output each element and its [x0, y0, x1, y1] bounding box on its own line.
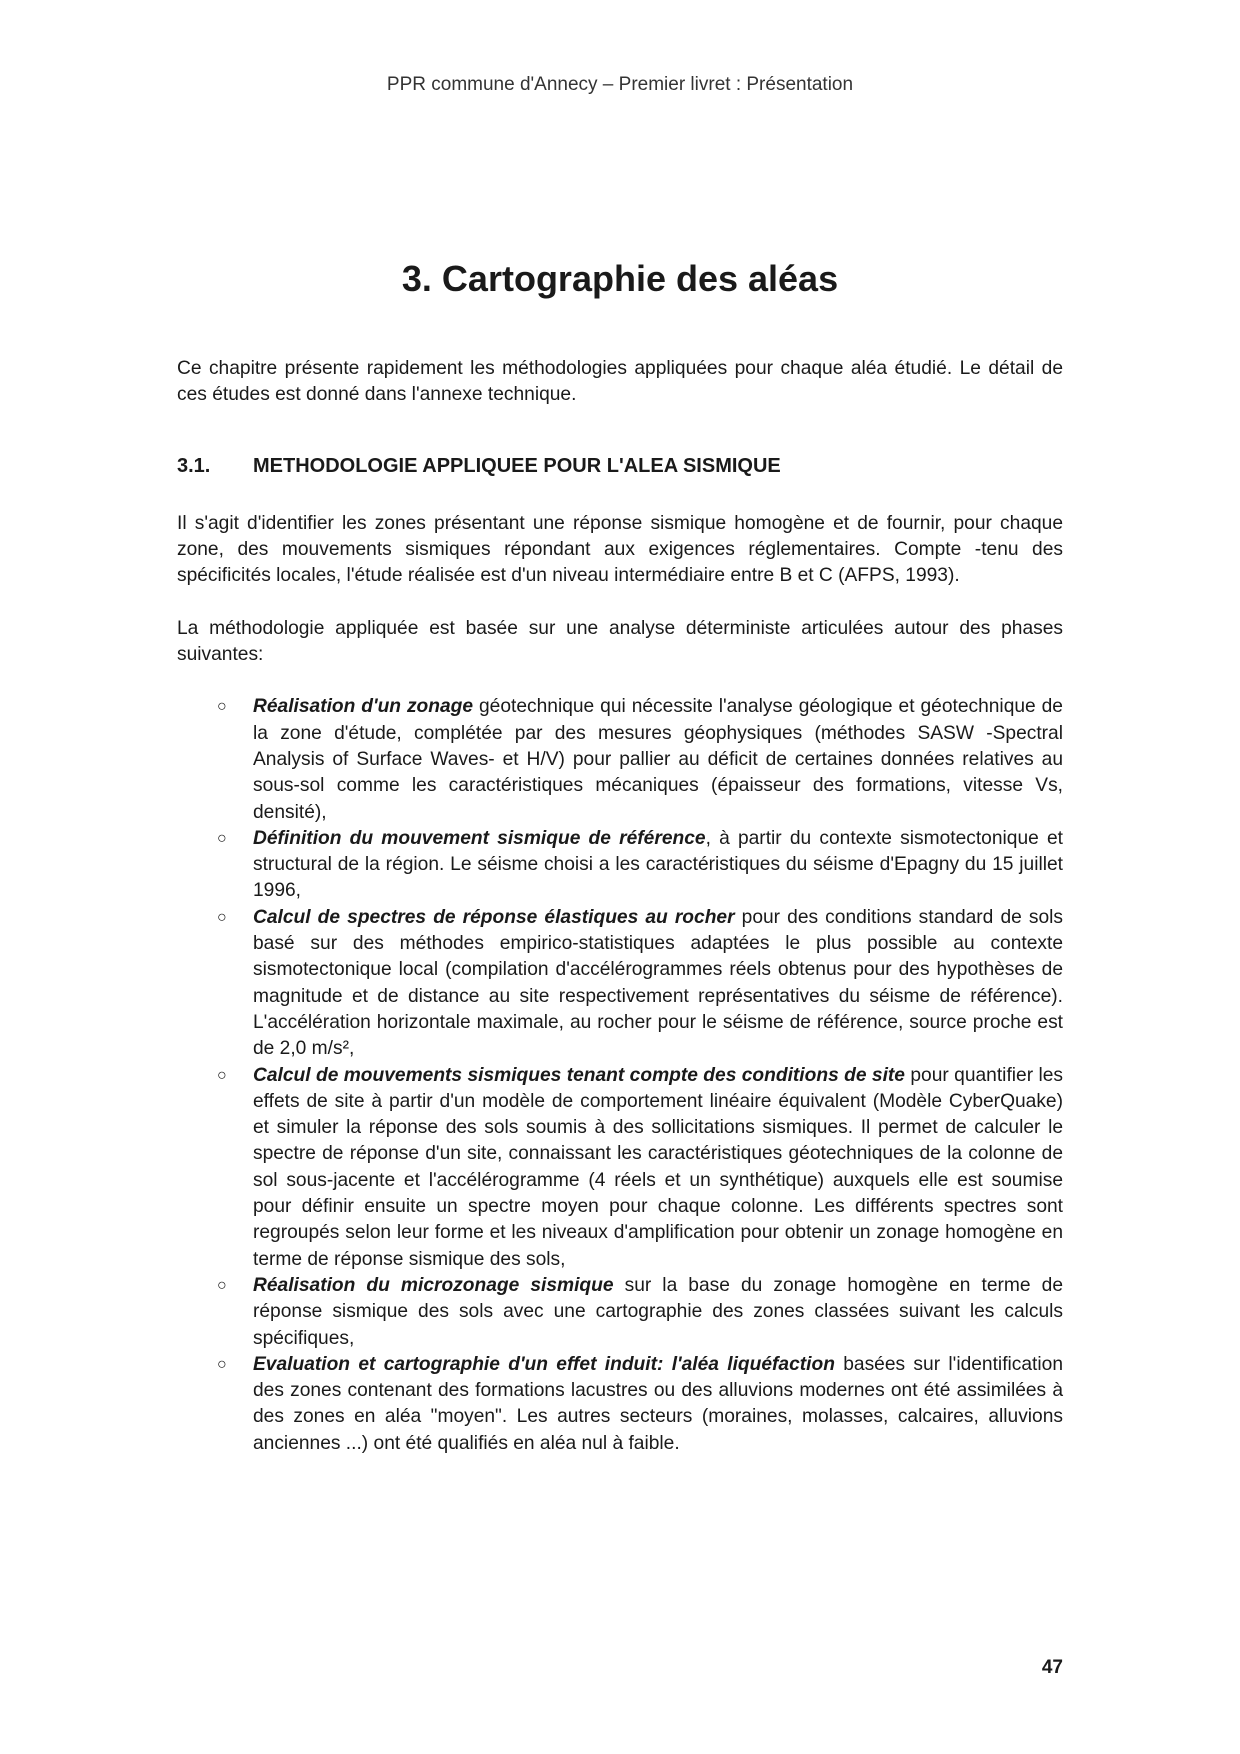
section-heading	[177, 453, 1063, 479]
bullet-icon: ○	[217, 1355, 227, 1373]
step-text: géotechnique qui nécessite l'analyse géologique et géotechnique de la zone d'étude, complétée par des mesures géophysiques (méthodes SASW -Spectral Analysis of Surface Waves- et H/V) pour pallier au déficit de certaines données relatives au sous-sol comme les caractéristiques mécaniques (épaisseur des formations, vitesse Vs, densité),	[253, 696, 1063, 823]
section-number: 3.1.	[177, 454, 211, 477]
intro-paragraph: Ce chapitre présente rapidement les méthodologies appliquées pour chaque aléa étudié. Le détail de ces études est donné dans l'annexe technique.	[177, 358, 1063, 406]
bullet-icon: ○	[217, 1066, 227, 1084]
list-item	[177, 1063, 1063, 1273]
bullet-icon: ○	[217, 698, 227, 716]
list-item	[177, 694, 1063, 825]
bullet-icon: ○	[217, 908, 227, 926]
step-lead: Evaluation et cartographie d'un effet induit: l'aléa liquéfaction	[253, 1353, 835, 1375]
step-text: sur la base du zonage homogène en terme de réponse sismique des sols avec une cartographie des zones classées suivant les calculs spécifiques,	[253, 1274, 1063, 1349]
page-title: 3. Cartographie des aléas	[401, 258, 839, 299]
list-item	[177, 1352, 1063, 1457]
paragraph-objective: Il s'agit d'identifier les zones présentant une réponse sismique homogène et de fournir, pour chaque zone, des mouvements sismiques répondant aux exigences réglementaires. Compte -tenu des spécificités locales, l'étude réalisée est d'un niveau intermédiaire entre B et C (AFPS, 1993).	[177, 512, 1063, 587]
bullet-icon: ○	[217, 829, 227, 847]
step-text: basées sur l'identification des zones contenant des formations lacustres ou des alluvions modernes ont été assimilées à des zones en aléa "moyen". Les autres secteurs (moraines, molasses, calcaires, alluvions anciennes ...) ont été qualifiés en aléa nul à faible.	[253, 1353, 1063, 1454]
step-lead: Définition du mouvement sismique de référence	[253, 827, 706, 849]
document-body	[177, 356, 1063, 1457]
methodology-steps-list	[177, 694, 1063, 1457]
step-text: pour quantifier les effets de site à partir d'un modèle de comportement linéaire équivalent (Modèle CyberQuake) et simuler la réponse des sols soumis à des sollicitations sismiques. Il permet de calculer le spectre de réponse d'un site, connaissant les caractéristiques géotechniques de la colonne de sol sous-jacente et l'accélérogramme (4 réels et un synthétique) auxquels elle est soumise pour définir ensuite un spectre moyen pour chaque colonne. Les différents spectres sont regroupés selon leur forme et les niveaux d'amplification pour obtenir un zonage homogène en terme de réponse sismique des sols,	[253, 1064, 1064, 1270]
list-item	[177, 1273, 1063, 1352]
step-lead: Réalisation du microzonage sismique	[253, 1274, 614, 1296]
running-header: PPR commune d'Annecy – Premier livret : Présentation	[386, 74, 854, 95]
page-number: 47	[1041, 1657, 1063, 1678]
list-item	[177, 826, 1063, 905]
paragraph-methodology: La méthodologie appliquée est basée sur une analyse déterministe articulées autour des phases suivantes:	[177, 617, 1063, 666]
step-text: , à partir du contexte sismotectonique et structural de la région. Le séisme choisi a les caractéristiques du séisme d'Epagny du 15 juillet 1996,	[253, 827, 1064, 902]
step-text: pour des conditions standard de sols basé sur des méthodes empirico-statistiques adaptées le plus possible au contexte sismotectonique local (compilation d'accélérogrammes réels obtenus pour des hypothèses de magnitude et de distance au site respectivement représentatives du séisme de référence). L'accélération horizontale maximale, au rocher pour le séisme de référence, source proche est de 2,0 m/s²,	[253, 906, 1064, 1060]
section-heading-text: METHODOLOGIE APPLIQUEE POUR L'ALEA SISMIQUE	[253, 454, 781, 477]
bullet-icon: ○	[217, 1276, 227, 1294]
list-item	[177, 905, 1063, 1063]
step-lead: Calcul de spectres de réponse élastiques au rocher	[253, 906, 735, 928]
step-lead: Calcul de mouvements sismiques tenant compte des conditions de site	[253, 1064, 905, 1086]
step-lead: Réalisation d'un zonage	[253, 696, 474, 718]
